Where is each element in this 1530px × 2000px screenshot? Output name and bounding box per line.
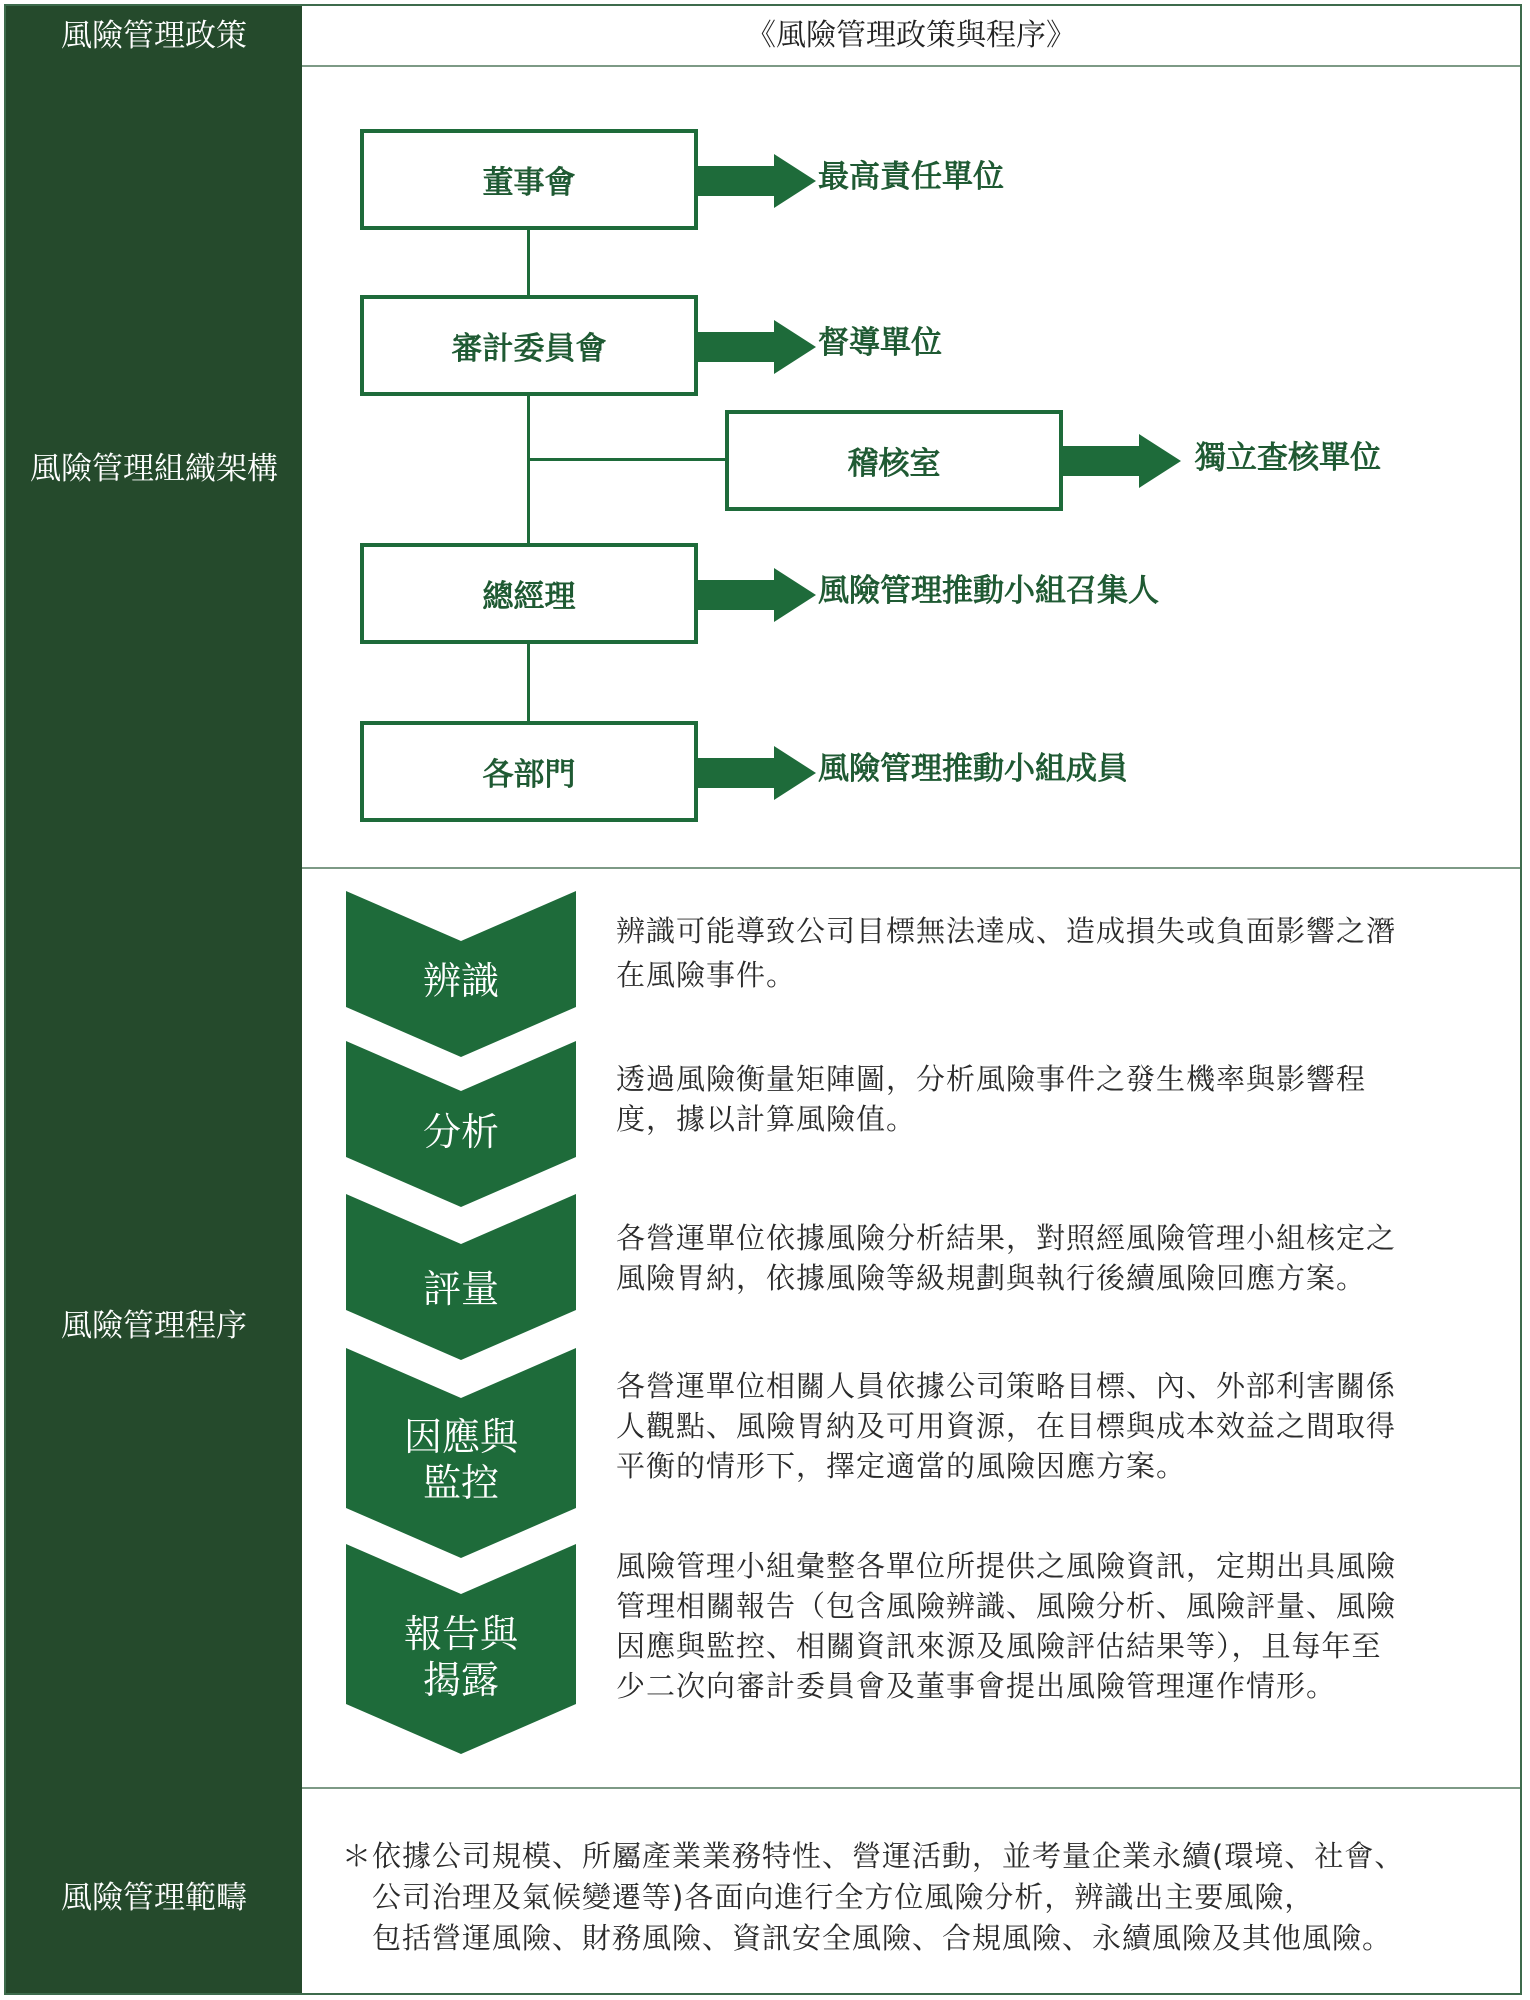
scope-line: 包括營運風險、財務風險、資訊安全風險、合規風險、永續風險及其他風險。 bbox=[372, 1921, 1393, 1955]
org-box-departments bbox=[360, 721, 698, 822]
org-role-departments: 風險管理推動小組成員 bbox=[818, 751, 1128, 787]
section-label-org: 風險管理組織架構 bbox=[30, 451, 278, 487]
step-desc-evaluate bbox=[616, 1218, 1496, 1298]
step-desc-report bbox=[616, 1546, 1496, 1706]
step-desc-analyze bbox=[616, 1059, 1496, 1139]
org-role-general-manager: 風險管理推動小組召集人 bbox=[818, 573, 1159, 609]
org-box-label: 董事會 bbox=[482, 165, 576, 201]
right-arrow-icon bbox=[698, 320, 818, 374]
step-label-line: 揭露 bbox=[422, 1658, 499, 1702]
org-box-board bbox=[360, 129, 698, 230]
org-box-label: 審計委員會 bbox=[451, 331, 607, 367]
org-box-internal-audit bbox=[725, 410, 1063, 511]
scope-line: ＊依據公司規模、所屬產業業務特性、營運活動，並考量企業永續(環境、社會、 bbox=[342, 1839, 1405, 1873]
org-role-internal-audit: 獨立查核單位 bbox=[1195, 440, 1381, 476]
desc-line: 因應與監控、相關資訊來源及風險評估結果等），且每年至 bbox=[616, 1629, 1382, 1663]
row-divider bbox=[302, 65, 1520, 67]
scope-line: 公司治理及氣候變遷等)各面向進行全方位風險分析，辨識出主要風險， bbox=[372, 1880, 1315, 1914]
desc-line: 透過風險衡量矩陣圖，分析風險事件之發生機率與影響程 bbox=[616, 1062, 1367, 1096]
right-arrow-icon bbox=[1063, 434, 1183, 488]
desc-line: 風險管理小組彙整各單位所提供之風險資訊，定期出具風險 bbox=[616, 1549, 1397, 1583]
step-label-line: 監控 bbox=[422, 1461, 499, 1505]
right-arrow-icon bbox=[698, 568, 818, 622]
org-box-audit-committee bbox=[360, 295, 698, 396]
section-label-scope: 風險管理範疇 bbox=[61, 1880, 247, 1916]
desc-line: 各營運單位相關人員依據公司策略目標、內、外部利害關係 bbox=[616, 1369, 1397, 1403]
desc-line: 辨識可能導致公司目標無法達成、造成損失或負面影響之潛 bbox=[616, 914, 1397, 948]
row-divider bbox=[302, 1787, 1520, 1789]
org-box-label: 總經理 bbox=[482, 579, 576, 615]
section-label-procedure: 風險管理程序 bbox=[61, 1308, 247, 1344]
policy-table bbox=[4, 4, 1522, 1995]
desc-line: 少二次向審計委員會及董事會提出風險管理運作情形。 bbox=[616, 1669, 1337, 1703]
row-divider bbox=[302, 867, 1520, 869]
right-arrow-icon bbox=[698, 746, 818, 800]
section-label-policy: 風險管理政策 bbox=[61, 18, 247, 54]
step-label-analyze: 分析 bbox=[422, 1110, 499, 1154]
sidebar bbox=[6, 6, 302, 1993]
desc-line: 人觀點、風險胃納及可用資源，在目標與成本效益之間取得 bbox=[616, 1409, 1397, 1443]
step-label-line: 報告與 bbox=[403, 1612, 518, 1656]
step-label-respond bbox=[346, 1414, 576, 1506]
step-label-identify: 辨識 bbox=[422, 959, 499, 1003]
desc-line: 管理相關報告（包含風險辨識、風險分析、風險評量、風險 bbox=[616, 1589, 1397, 1623]
right-arrow-icon bbox=[698, 154, 818, 208]
step-label-evaluate: 評量 bbox=[422, 1267, 499, 1311]
desc-line: 在風險事件。 bbox=[616, 958, 797, 992]
scope-text bbox=[342, 1836, 1502, 1959]
step-desc-respond bbox=[616, 1366, 1496, 1486]
org-box-label: 稽核室 bbox=[847, 446, 941, 482]
policy-document-title: 《風險管理政策與程序》 bbox=[746, 18, 1076, 53]
step-label-line: 因應與 bbox=[403, 1415, 518, 1459]
org-role-audit-committee: 督導單位 bbox=[818, 325, 942, 361]
desc-line: 平衡的情形下，擇定適當的風險因應方案。 bbox=[616, 1449, 1187, 1483]
org-connector bbox=[527, 458, 727, 461]
desc-line: 度，據以計算風險值。 bbox=[616, 1102, 917, 1136]
desc-line: 風險胃納，依據風險等級規劃與執行後續風險回應方案。 bbox=[616, 1261, 1367, 1295]
org-box-label: 各部門 bbox=[482, 757, 576, 793]
step-label-report bbox=[346, 1611, 576, 1703]
step-desc-identify bbox=[616, 911, 1496, 995]
org-role-board: 最高責任單位 bbox=[818, 159, 1004, 195]
desc-line: 各營運單位依據風險分析結果，對照經風險管理小組核定之 bbox=[616, 1221, 1397, 1255]
org-box-general-manager bbox=[360, 543, 698, 644]
